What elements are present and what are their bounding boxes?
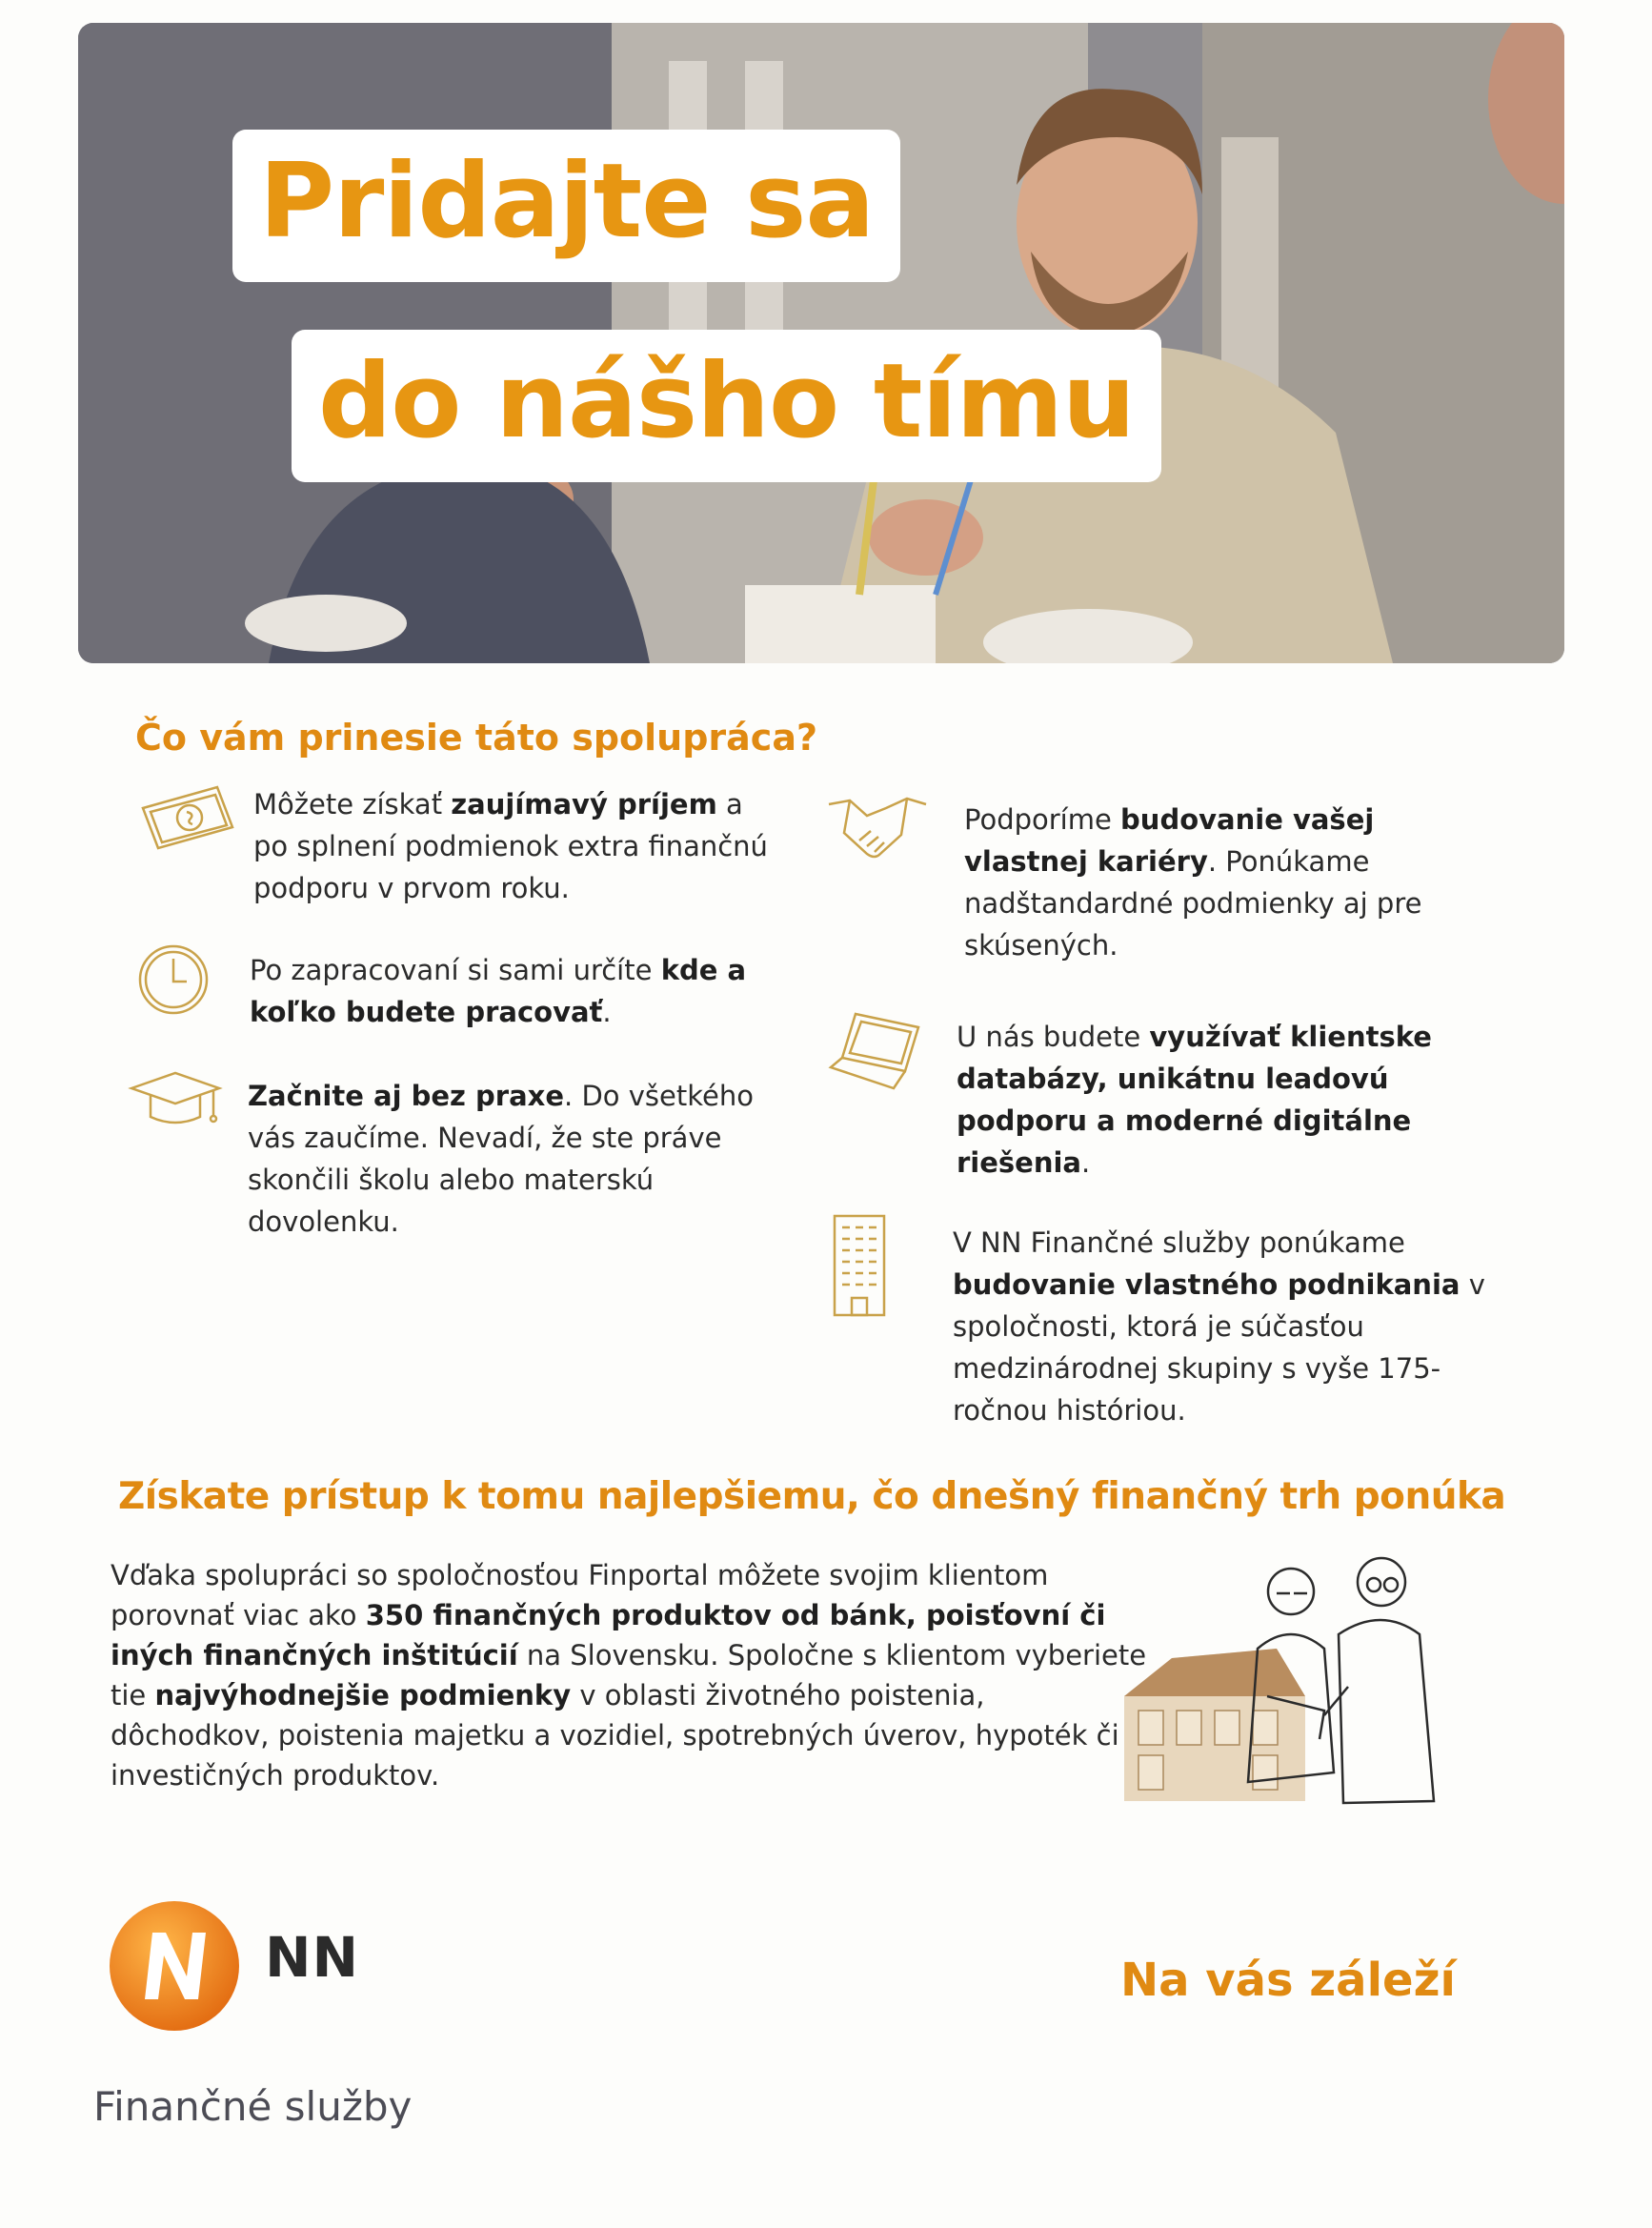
market-paragraph — [111, 1555, 1149, 1795]
benefit-flexibility-text: Po zapracovaní si sami určíte — [250, 954, 661, 986]
benefit-flexibility-bold: kde a koľko budete pracovať — [250, 954, 747, 1028]
benefit-no-experience-bold: Začnite aj bez praxe — [248, 1080, 565, 1112]
hero-title-line2: do nášho tímu — [292, 330, 1161, 482]
hero-title-line1: Pridajte sa — [232, 130, 900, 282]
benefit-income-bold: zaujímavý príjem — [451, 788, 717, 820]
handshake-icon — [825, 787, 930, 869]
market-bold-1: 350 finančných produktov od bánk, poisťovní či iných finančných inštitúcií — [111, 1599, 1106, 1671]
benefit-flexibility — [250, 949, 764, 1033]
brand-name: NN — [265, 1925, 360, 1990]
advisors-illustration — [1105, 1553, 1467, 1833]
laptop-icon — [827, 1008, 930, 1096]
brand-subtitle: Finančné služby — [93, 2083, 413, 2130]
benefit-business-text2: v spoločnosti, ktorá je súčasťou medzinárodnej skupiny s vyše 175-ročnou históriou. — [953, 1268, 1485, 1427]
benefit-tools-text: U nás budete — [957, 1021, 1150, 1053]
benefit-business-bold: budovanie vlastného podnikania — [953, 1268, 1461, 1301]
benefit-income-text: Môžete získať — [253, 788, 452, 820]
market-text-1: Vďaka spolupráci so spoločnosťou Finportal môžete svojim klientom porovnať viac ako — [111, 1559, 1049, 1631]
benefit-career — [964, 799, 1498, 966]
benefits-heading: Čo vám prinesie táto spolupráca? — [135, 717, 818, 759]
benefit-tools — [957, 1016, 1490, 1184]
benefit-income-text2: a po splnení podmienok extra finančnú podporu v prvom roku. — [253, 788, 768, 904]
slogan: Na vás záleží — [1120, 1954, 1456, 2007]
market-text-3: v oblasti životného poistenia, dôchodkov, poistenia majetku a vozidiel, spotrebných úverov, hypoték či investičných produktov. — [111, 1679, 1119, 1792]
benefit-business — [953, 1222, 1486, 1431]
benefit-business-text: V NN Finančné služby ponúkame — [953, 1226, 1405, 1259]
benefit-no-experience — [248, 1075, 781, 1243]
benefit-career-text2: . Ponúkame nadštandardné podmienky aj pre skúsených. — [964, 845, 1422, 962]
money-icon — [135, 780, 240, 852]
nn-logo — [103, 1894, 246, 2041]
market-bold-2: najvýhodnejšie podmienky — [154, 1679, 572, 1712]
benefit-career-text: Podporíme — [964, 803, 1121, 836]
benefit-income — [253, 783, 768, 909]
benefit-tools-end: . — [1081, 1146, 1091, 1179]
graduation-cap-icon — [128, 1067, 223, 1140]
clock-icon — [135, 942, 212, 1018]
market-heading: Získate prístup k tomu najlepšiemu, čo dnešný finančný trh ponúka — [118, 1475, 1506, 1518]
market-text-2: na Slovensku. Spoločne s klientom vyberiete tie — [111, 1639, 1147, 1712]
benefit-career-bold: budovanie vašej vlastnej kariéry — [964, 803, 1375, 878]
hero-photo — [78, 23, 1564, 663]
building-icon — [831, 1212, 888, 1319]
benefit-tools-bold: využívať klientske databázy, unikátnu leadovú podporu a moderné digitálne riešenia — [957, 1021, 1432, 1179]
benefit-flexibility-end: . — [602, 996, 612, 1028]
benefit-no-experience-text: . Do všetkého vás zaučíme. Nevadí, že ste práve skončili školu alebo materskú dovolenku. — [248, 1080, 754, 1238]
